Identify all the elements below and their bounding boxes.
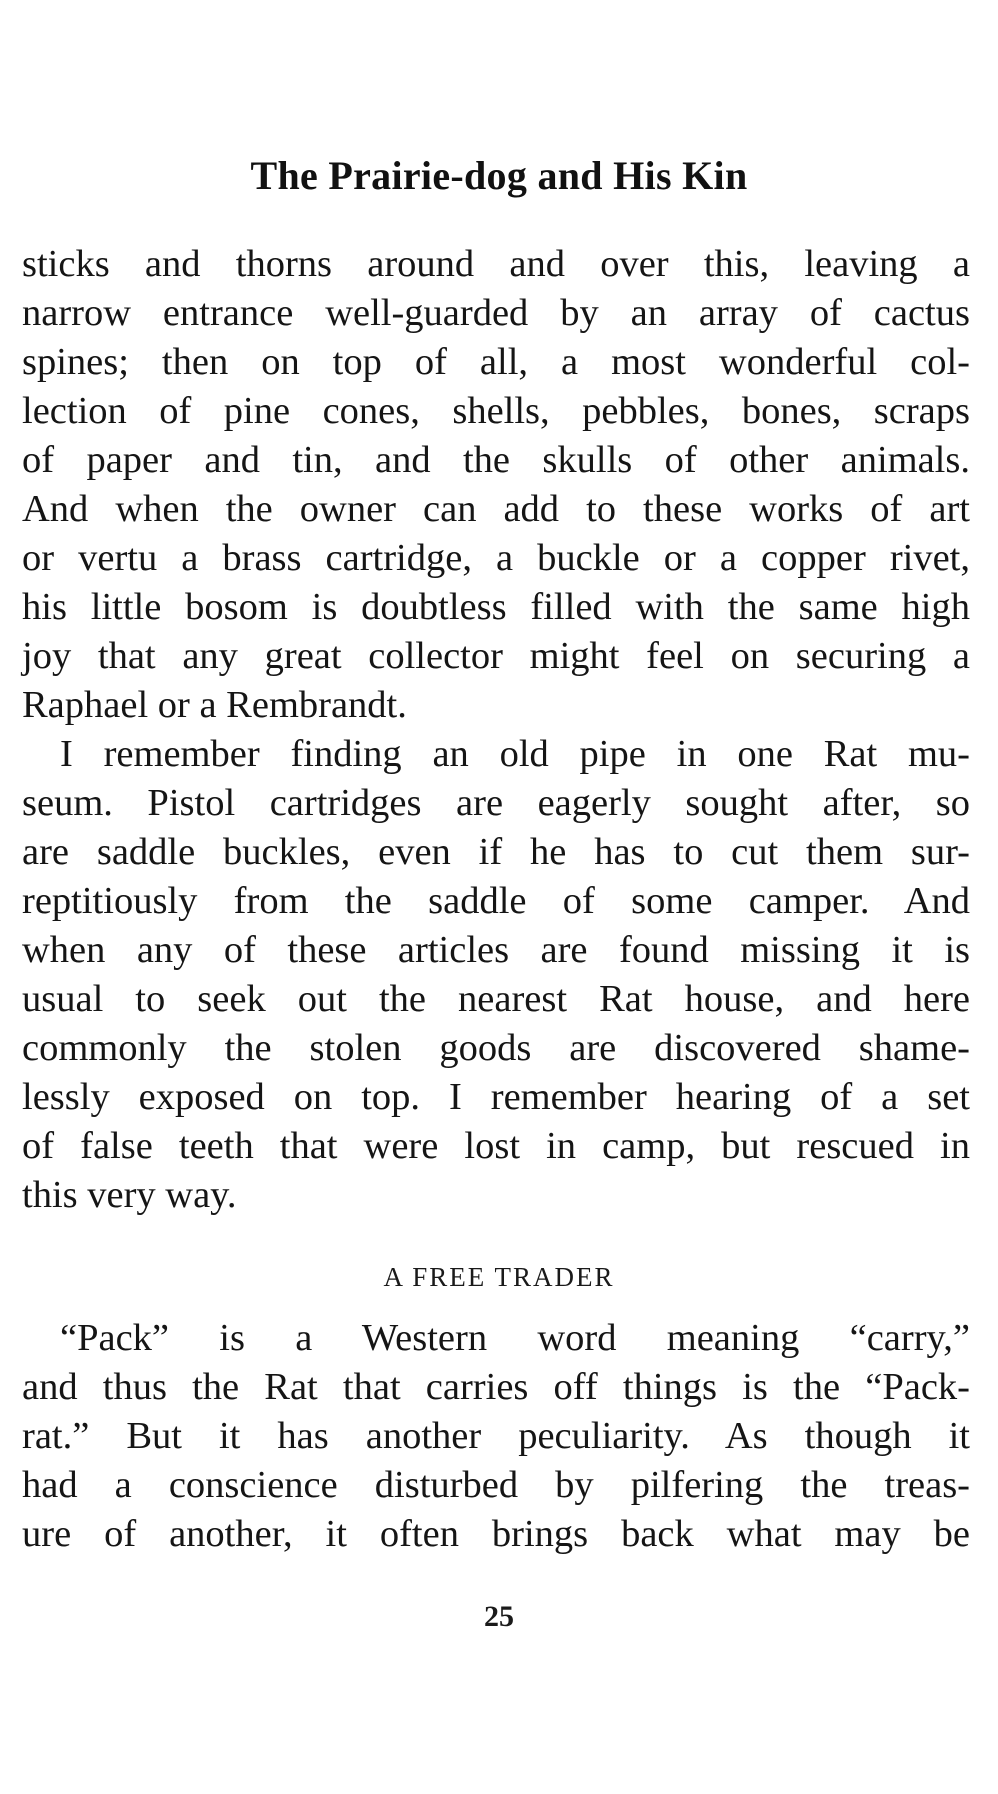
text-line: I remember finding an old pipe in one Rat mu- — [60, 733, 970, 775]
page-number: 25 — [484, 1600, 514, 1633]
text-line: lection of pine cones, shells, pebbles, bones, scraps — [22, 390, 970, 432]
text-line: of paper and tin, and the skulls of other animals. — [22, 439, 970, 481]
text-line: “Pack” is a Western word meaning “carry,” — [60, 1317, 970, 1359]
text-line: lessly exposed on top. I remember hearing of a set — [22, 1076, 970, 1118]
text-line: spines; then on top of all, a most wonderful col- — [22, 341, 970, 383]
text-line: And when the owner can add to these works of art — [22, 488, 970, 530]
running-head: The Prairie-dog and His Kin — [250, 153, 748, 198]
paragraph-3 — [22, 1314, 970, 1559]
text-line: or vertu a brass cartridge, a buckle or a copper rivet, — [22, 537, 970, 579]
text-line: of false teeth that were lost in camp, but rescued in — [22, 1125, 970, 1167]
text-line: sticks and thorns around and over this, leaving a — [22, 243, 970, 285]
text-line: seum. Pistol cartridges are eagerly sought after, so — [22, 782, 970, 824]
text-line: this very way. — [22, 1174, 237, 1216]
text-line: reptitiously from the saddle of some camper. And — [22, 880, 970, 922]
text-line: when any of these articles are found missing it is — [22, 929, 970, 971]
text-line: joy that any great collector might feel on securing a — [22, 635, 970, 677]
text-line: are saddle buckles, even if he has to cut them sur- — [22, 831, 970, 873]
text-line: usual to seek out the nearest Rat house, and here — [22, 978, 970, 1020]
text-line: his little bosom is doubtless filled with the same high — [22, 586, 970, 628]
section-heading: A FREE TRADER — [383, 1262, 615, 1292]
text-line: had a conscience disturbed by pilfering the treas- — [22, 1464, 970, 1506]
text-line: commonly the stolen goods are discovered shame- — [22, 1027, 970, 1069]
text-line: ure of another, it often brings back what may be — [22, 1513, 970, 1555]
text-line: narrow entrance well-guarded by an array of cactus — [22, 292, 970, 334]
text-line: rat.” But it has another peculiarity. As though it — [22, 1415, 970, 1457]
text-line: Raphael or a Rembrandt. — [22, 684, 407, 726]
paragraph-1-and-2 — [22, 240, 970, 1220]
text-line: and thus the Rat that carries off things is the “Pack- — [22, 1366, 970, 1408]
